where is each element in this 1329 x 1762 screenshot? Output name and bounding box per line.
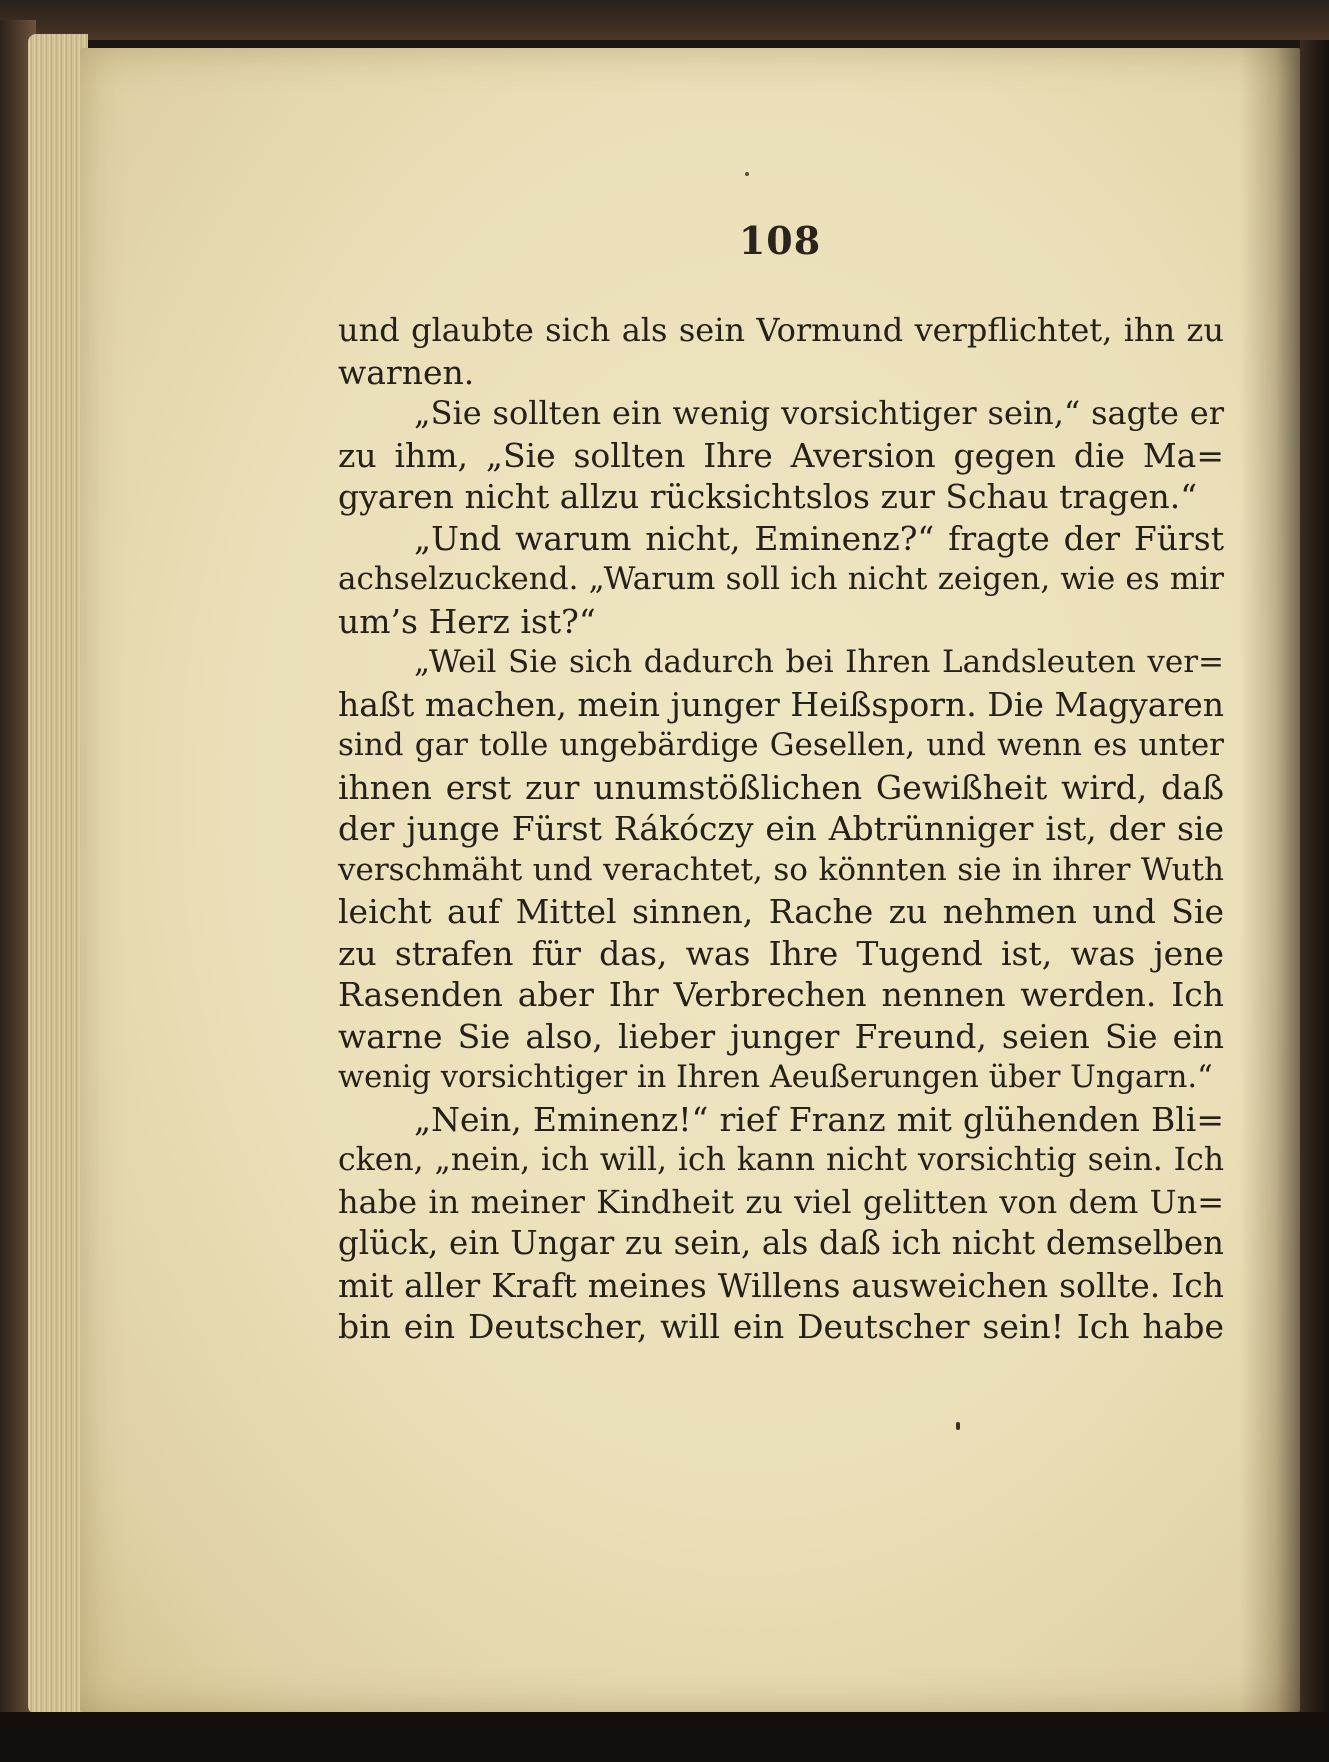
page-block-edges bbox=[28, 34, 88, 1714]
text-line: „Weil Sie sich dadurch bei Ihren Landsleuten ver= bbox=[414, 644, 1224, 680]
text-line: sind gar tolle ungebärdige Gesellen, und wenn es unter bbox=[338, 727, 1224, 763]
body-text bbox=[338, 310, 1224, 1348]
paper-speck bbox=[956, 1422, 960, 1430]
paper-speck bbox=[745, 172, 749, 176]
text-line: haßt machen, mein junger Heißsporn. Die Magyaren bbox=[338, 684, 1224, 724]
text-line: „Und warum nicht, Eminenz?“ fragte der Fürst bbox=[414, 518, 1224, 558]
text-line: zu ihm, „Sie sollten Ihre Aversion gegen die Ma= bbox=[338, 435, 1224, 475]
text-line: Rasenden aber Ihr Verbrechen nennen werden. Ich bbox=[338, 975, 1224, 1014]
text-line: achselzuckend. „Warum soll ich nicht zeigen, wie es mir bbox=[338, 561, 1224, 597]
text-line: leicht auf Mittel sinnen, Rache zu nehmen und Sie bbox=[338, 892, 1224, 931]
text-line: gyaren nicht allzu rücksichtslos zur Schau tragen.“ bbox=[338, 477, 1198, 516]
text-line: der junge Fürst Rákóczy ein Abtrünniger ist, der sie bbox=[338, 809, 1224, 848]
text-line: glück, ein Ungar zu sein, als daß ich nicht demselben bbox=[338, 1224, 1224, 1262]
text-line: ihnen erst zur unumstößlichen Gewißheit wird, daß bbox=[338, 767, 1224, 807]
text-line: und glaubte sich als sein Vormund verpflichtet, ihn zu bbox=[338, 311, 1224, 349]
book-cover-top-edge bbox=[0, 0, 1329, 40]
page-number: 108 bbox=[738, 218, 822, 263]
text-line: warnen. bbox=[338, 352, 475, 392]
scan-background-bottom bbox=[0, 1712, 1329, 1762]
text-line: bin ein Deutscher, will ein Deutscher sein! Ich habe bbox=[338, 1307, 1224, 1346]
page-gutter-shadow bbox=[1240, 48, 1300, 1712]
text-line: habe in meiner Kindheit zu viel gelitten von dem Un= bbox=[338, 1182, 1224, 1221]
text-line: um’s Herz ist?“ bbox=[338, 601, 596, 641]
text-line: „Nein, Eminenz!“ rief Franz mit glühenden Bli= bbox=[414, 1099, 1224, 1139]
text-line: mit aller Kraft meines Willens ausweichen sollte. Ich bbox=[338, 1265, 1224, 1305]
text-line: cken, „nein, ich will, ich kann nicht vorsichtig sein. Ich bbox=[338, 1142, 1224, 1178]
text-line: „Sie sollten ein wenig vorsichtiger sein,“ sagte er bbox=[414, 394, 1224, 432]
text-line: verschmäht und verachtet, so könnten sie in ihrer Wuth bbox=[338, 851, 1224, 888]
text-line: warne Sie also, lieber junger Freund, seien Sie ein bbox=[338, 1016, 1224, 1056]
text-line: wenig vorsichtiger in Ihren Aeußerungen über Ungarn.“ bbox=[338, 1060, 1213, 1095]
text-line: zu strafen für das, was Ihre Tugend ist, was jene bbox=[338, 933, 1224, 973]
facing-page-edge bbox=[1300, 40, 1329, 1720]
